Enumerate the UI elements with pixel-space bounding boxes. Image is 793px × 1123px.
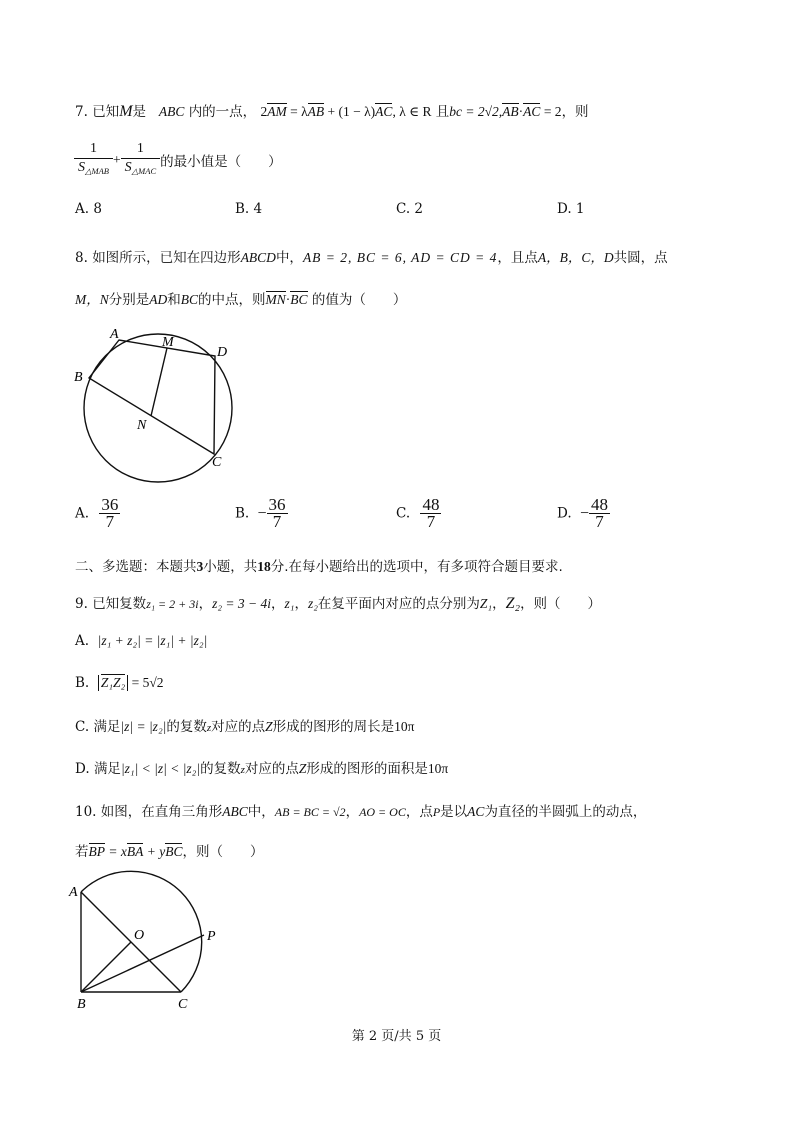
q10-label-b: B [77,997,86,1012]
q9-stem: 9. 已知复数z₁ = 2 + 3i，z₂ = 3 − 4i，z₁，z₂在复平面内对应的点分别为Z₁，Z₂，则（ ） [75,595,602,612]
q7-line2: $\frac{1}{S_{\triangle MAB}}$ + $\frac{1}{S_{\triangle MAC}}$ 的最小值是（ ） [74,140,282,180]
q10-segment-bo [81,942,131,992]
q10-line2: 若BP = xBA + yBC，则（ ） [75,844,264,860]
q7-option-a[interactable]: A. 8 [75,201,102,217]
q10-segment-bp [81,935,204,992]
q7-option-b[interactable]: B. 4 [235,201,263,217]
q7-line1: 7. 已知M是 ABC 内的一点， 2AM = λAB + (1 − λ)AC, λ ∈ R 且bc = 2√2,AB·AC = 2，则 [75,103,589,120]
q10-label-p: P [207,929,216,944]
q8-label-a: A [110,327,119,342]
q7-fraction-mac: $\frac{1}{S_{\triangle MAC}}$ [121,140,160,180]
q10-label-o: O [134,928,145,943]
q7-fraction-mab: $\frac{1}{S_{\triangle MAB}}$ [74,140,113,180]
q8-figure-cyclic-quadrilateral [70,318,240,490]
q7-option-d[interactable]: D. 1 [557,201,585,217]
q10-figure-right-triangle-semicircle [68,868,228,1013]
q8-label-b: B [74,370,83,385]
q9-option-a[interactable]: A. |z₁ + z₂| = |z₁| + |z₂| [75,633,208,649]
q9-option-b[interactable]: B. Z₁Z₂ = 5√2 [75,675,164,691]
q7-number: 7. [75,104,88,120]
section-2-heading: 二、多选题：本题共3小题，共18分.在每小题给出的选项中，有多项符合题目要求. [75,559,563,575]
q8-option-a[interactable]: A. $\frac{36}{7}$ [75,495,119,531]
q8-line2: M，N分别是AD和BC的中点，则MN·BC 的值为（ ） [75,292,407,308]
q10-label-a: A [69,885,78,900]
q8-option-c[interactable]: C. $\frac{48}{7}$ [396,495,440,531]
page-number: 第 2 页/共 5 页 [351,1029,442,1044]
q8-segment-mn [151,348,167,416]
q8-label-d: D [217,345,228,360]
q8-line1: 8. 如图所示，已知在四边形ABCD中，AB = 2, BC = 6, AD = CD = 4，且点A，B，C，D共圆，点 [75,250,668,266]
q9-option-d[interactable]: D. 满足|z₁| < |z| < |z₂|的复数z对应的点Z形成的图形的面积是10π [75,761,449,777]
q7-option-c[interactable]: C. 2 [396,201,424,217]
page-footer [0,1025,793,1044]
q8-option-b[interactable]: B. − $\frac{36}{7}$ [235,495,286,531]
q9-option-c[interactable]: C. 满足|z| = |z₂|的复数z对应的点Z形成的图形的周长是10π [75,719,415,735]
q8-label-n: N [137,418,147,433]
q10-line1: 10. 如图，在直角三角形ABC中，AB = BC = √2，AO = OC，点P是以AC为直径的半圆弧上的动点， [75,804,647,820]
q8-option-d[interactable]: D. − $\frac{48}{7}$ [557,495,608,531]
q8-label-m: M [162,335,174,350]
q10-label-c: C [178,997,188,1012]
q8-label-c: C [212,455,222,470]
q8-quadrilateral [89,340,215,454]
